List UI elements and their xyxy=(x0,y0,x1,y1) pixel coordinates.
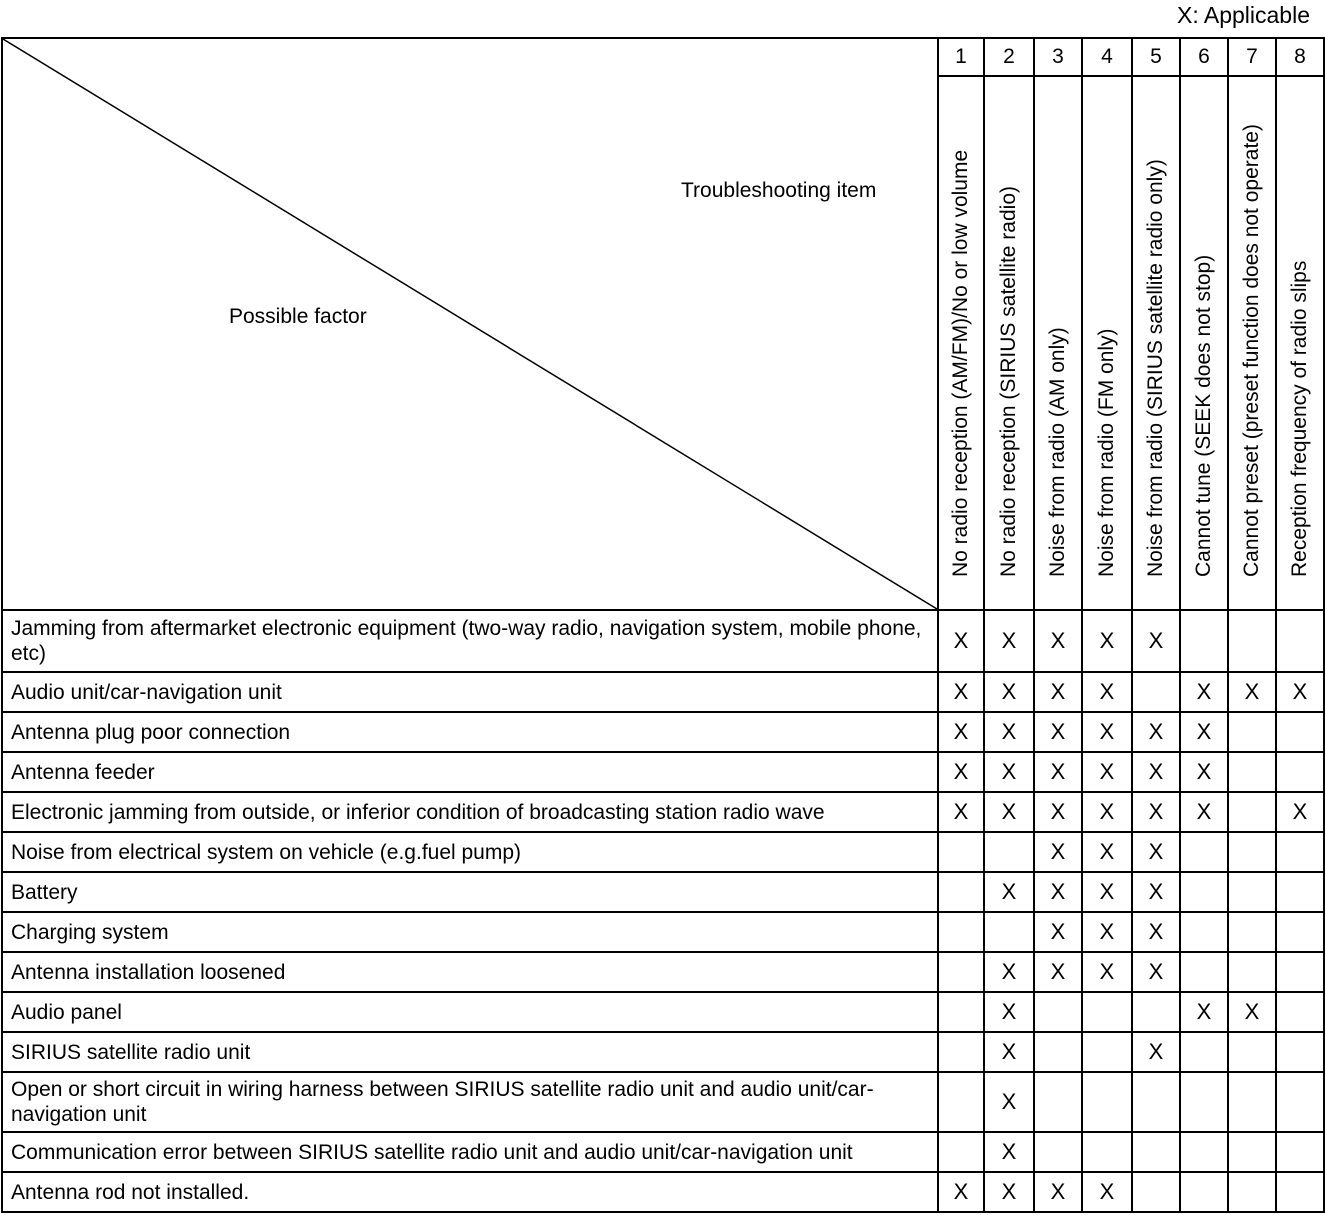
column-item xyxy=(1034,76,1082,610)
mark-cell: X xyxy=(938,752,984,792)
mark-cell: X xyxy=(1082,752,1132,792)
column-number: 6 xyxy=(1180,38,1228,76)
mark-cell: X xyxy=(938,610,984,672)
mark-cell xyxy=(938,1132,984,1172)
column-item-label: Cannot tune (SEEK does not stop) xyxy=(1192,254,1215,577)
mark-cell: X xyxy=(984,952,1034,992)
mark-cell xyxy=(1082,1072,1132,1132)
mark-cell xyxy=(1180,1132,1228,1172)
mark-cell xyxy=(938,832,984,872)
mark-cell xyxy=(938,952,984,992)
factor-cell: Noise from electrical system on vehicle (e.g.fuel pump) xyxy=(2,832,938,872)
mark-cell: X xyxy=(984,992,1034,1032)
mark-cell: X xyxy=(1034,872,1082,912)
mark-cell xyxy=(1228,1032,1276,1072)
column-item-label: Noise from radio (FM only) xyxy=(1095,328,1118,577)
column-item xyxy=(938,76,984,610)
diagonal-divider xyxy=(3,39,937,609)
mark-cell xyxy=(1180,610,1228,672)
mark-cell: X xyxy=(984,1032,1034,1072)
mark-cell xyxy=(1228,872,1276,912)
mark-cell: X xyxy=(1034,912,1082,952)
mark-cell xyxy=(1276,752,1324,792)
table-row xyxy=(2,912,1324,952)
mark-cell xyxy=(1228,752,1276,792)
table-row xyxy=(2,872,1324,912)
mark-cell: X xyxy=(1034,712,1082,752)
mark-cell: X xyxy=(1082,912,1132,952)
mark-cell xyxy=(1034,1072,1082,1132)
mark-cell xyxy=(1228,1132,1276,1172)
column-item xyxy=(1132,76,1180,610)
legend: X: Applicable xyxy=(1177,2,1310,28)
mark-cell: X xyxy=(984,792,1034,832)
mark-cell xyxy=(1034,992,1082,1032)
mark-cell: X xyxy=(1228,992,1276,1032)
mark-cell: X xyxy=(1132,872,1180,912)
mark-cell xyxy=(1228,912,1276,952)
mark-cell xyxy=(1228,832,1276,872)
mark-cell xyxy=(1276,1032,1324,1072)
mark-cell: X xyxy=(1082,792,1132,832)
table-row xyxy=(2,832,1324,872)
mark-cell: X xyxy=(938,1172,984,1212)
column-item-label: No radio reception (SIRIUS satellite radio) xyxy=(997,185,1020,577)
mark-cell xyxy=(1082,1032,1132,1072)
mark-cell xyxy=(1276,1072,1324,1132)
troubleshooting-table xyxy=(1,37,1325,1213)
mark-cell xyxy=(984,832,1034,872)
mark-cell: X xyxy=(1082,1172,1132,1212)
column-number: 7 xyxy=(1228,38,1276,76)
mark-cell: X xyxy=(938,712,984,752)
mark-cell: X xyxy=(1034,832,1082,872)
mark-cell: X xyxy=(1082,712,1132,752)
column-item-label: Reception frequency of radio slips xyxy=(1288,260,1311,577)
column-number: 1 xyxy=(938,38,984,76)
mark-cell: X xyxy=(1034,672,1082,712)
factor-cell: Antenna plug poor connection xyxy=(2,712,938,752)
mark-cell: X xyxy=(1132,792,1180,832)
troubleshooting-item-label: Troubleshooting item xyxy=(681,179,877,202)
mark-cell xyxy=(938,1032,984,1072)
column-item-label: Noise from radio (SIRIUS satellite radio only) xyxy=(1144,159,1167,577)
mark-cell: X xyxy=(984,1132,1034,1172)
mark-cell xyxy=(1276,992,1324,1032)
table-row xyxy=(2,712,1324,752)
mark-cell: X xyxy=(1228,672,1276,712)
mark-cell: X xyxy=(1180,672,1228,712)
factor-cell: Open or short circuit in wiring harness between SIRIUS satellite radio unit and audio unit/car-navigation unit xyxy=(2,1072,938,1132)
mark-cell xyxy=(1180,872,1228,912)
mark-cell: X xyxy=(1276,792,1324,832)
mark-cell: X xyxy=(984,672,1034,712)
corner-cell xyxy=(2,38,938,610)
mark-cell xyxy=(1132,1132,1180,1172)
mark-cell xyxy=(1276,832,1324,872)
factor-cell: Audio panel xyxy=(2,992,938,1032)
mark-cell: X xyxy=(1034,952,1082,992)
factor-cell: Audio unit/car-navigation unit xyxy=(2,672,938,712)
mark-cell xyxy=(1228,712,1276,752)
possible-factor-label: Possible factor xyxy=(229,305,367,328)
column-item xyxy=(1180,76,1228,610)
mark-cell xyxy=(938,912,984,952)
mark-cell: X xyxy=(1132,1032,1180,1072)
mark-cell: X xyxy=(1132,752,1180,792)
mark-cell xyxy=(1228,952,1276,992)
mark-cell: X xyxy=(984,752,1034,792)
mark-cell: X xyxy=(1132,832,1180,872)
column-number: 3 xyxy=(1034,38,1082,76)
mark-cell: X xyxy=(1132,952,1180,992)
mark-cell xyxy=(1180,832,1228,872)
mark-cell: X xyxy=(1082,610,1132,672)
mark-cell: X xyxy=(1034,610,1082,672)
table-row xyxy=(2,1032,1324,1072)
table-row xyxy=(2,610,1324,672)
factor-cell: SIRIUS satellite radio unit xyxy=(2,1032,938,1072)
column-item xyxy=(984,76,1034,610)
mark-cell: X xyxy=(984,1072,1034,1132)
mark-cell xyxy=(1276,1132,1324,1172)
mark-cell xyxy=(1228,1172,1276,1212)
mark-cell: X xyxy=(1180,992,1228,1032)
mark-cell xyxy=(1228,792,1276,832)
table-row xyxy=(2,1072,1324,1132)
table-row xyxy=(2,1132,1324,1172)
factor-cell: Communication error between SIRIUS satellite radio unit and audio unit/car-navigation unit xyxy=(2,1132,938,1172)
mark-cell: X xyxy=(1180,712,1228,752)
mark-cell xyxy=(1276,872,1324,912)
table-row xyxy=(2,992,1324,1032)
column-item-label: Noise from radio (AM only) xyxy=(1046,327,1069,577)
mark-cell xyxy=(1082,1132,1132,1172)
column-number: 8 xyxy=(1276,38,1324,76)
column-number: 5 xyxy=(1132,38,1180,76)
mark-cell: X xyxy=(984,712,1034,752)
mark-cell xyxy=(1132,1172,1180,1212)
mark-cell: X xyxy=(984,610,1034,672)
mark-cell xyxy=(1228,1072,1276,1132)
mark-cell xyxy=(1132,1072,1180,1132)
mark-cell xyxy=(984,912,1034,952)
table-row xyxy=(2,792,1324,832)
mark-cell: X xyxy=(1082,952,1132,992)
table-row xyxy=(2,1172,1324,1212)
column-number: 2 xyxy=(984,38,1034,76)
table-row xyxy=(2,672,1324,712)
mark-cell xyxy=(1276,1172,1324,1212)
mark-cell: X xyxy=(1276,672,1324,712)
mark-cell xyxy=(1180,1032,1228,1072)
mark-cell xyxy=(1082,992,1132,1032)
mark-cell: X xyxy=(1180,752,1228,792)
column-item xyxy=(1276,76,1324,610)
mark-cell: X xyxy=(1132,610,1180,672)
mark-cell: X xyxy=(1082,832,1132,872)
column-number: 4 xyxy=(1082,38,1132,76)
column-item xyxy=(1228,76,1276,610)
column-item xyxy=(1082,76,1132,610)
mark-cell: X xyxy=(938,672,984,712)
factor-cell: Antenna feeder xyxy=(2,752,938,792)
mark-cell xyxy=(1034,1132,1082,1172)
factor-cell: Electronic jamming from outside, or inferior condition of broadcasting station radio wave xyxy=(2,792,938,832)
mark-cell xyxy=(1276,712,1324,752)
mark-cell: X xyxy=(938,792,984,832)
mark-cell: X xyxy=(1082,672,1132,712)
factor-cell: Charging system xyxy=(2,912,938,952)
table-row xyxy=(2,752,1324,792)
mark-cell xyxy=(1180,952,1228,992)
mark-cell: X xyxy=(1180,792,1228,832)
mark-cell xyxy=(1180,912,1228,952)
column-item-label: No radio reception (AM/FM)/No or low volume xyxy=(949,149,972,577)
mark-cell xyxy=(1276,912,1324,952)
mark-cell: X xyxy=(1034,792,1082,832)
mark-cell: X xyxy=(1082,872,1132,912)
factor-cell: Antenna rod not installed. xyxy=(2,1172,938,1212)
mark-cell: X xyxy=(1132,712,1180,752)
mark-cell xyxy=(1132,992,1180,1032)
factor-cell: Battery xyxy=(2,872,938,912)
factor-cell: Antenna installation loosened xyxy=(2,952,938,992)
table-row xyxy=(2,952,1324,992)
mark-cell: X xyxy=(1034,1172,1082,1212)
mark-cell xyxy=(1276,952,1324,992)
column-item-label: Cannot preset (preset function does not operate) xyxy=(1240,124,1263,577)
mark-cell xyxy=(938,1072,984,1132)
mark-cell: X xyxy=(984,1172,1034,1212)
factor-cell: Jamming from aftermarket electronic equipment (two-way radio, navigation system, mobile phone, etc) xyxy=(2,610,938,672)
mark-cell xyxy=(938,872,984,912)
mark-cell: X xyxy=(1034,752,1082,792)
mark-cell xyxy=(938,992,984,1032)
mark-cell xyxy=(1228,610,1276,672)
mark-cell xyxy=(1034,1032,1082,1072)
mark-cell xyxy=(1132,672,1180,712)
mark-cell: X xyxy=(984,872,1034,912)
mark-cell xyxy=(1276,610,1324,672)
mark-cell xyxy=(1180,1072,1228,1132)
mark-cell: X xyxy=(1132,912,1180,952)
mark-cell xyxy=(1180,1172,1228,1212)
